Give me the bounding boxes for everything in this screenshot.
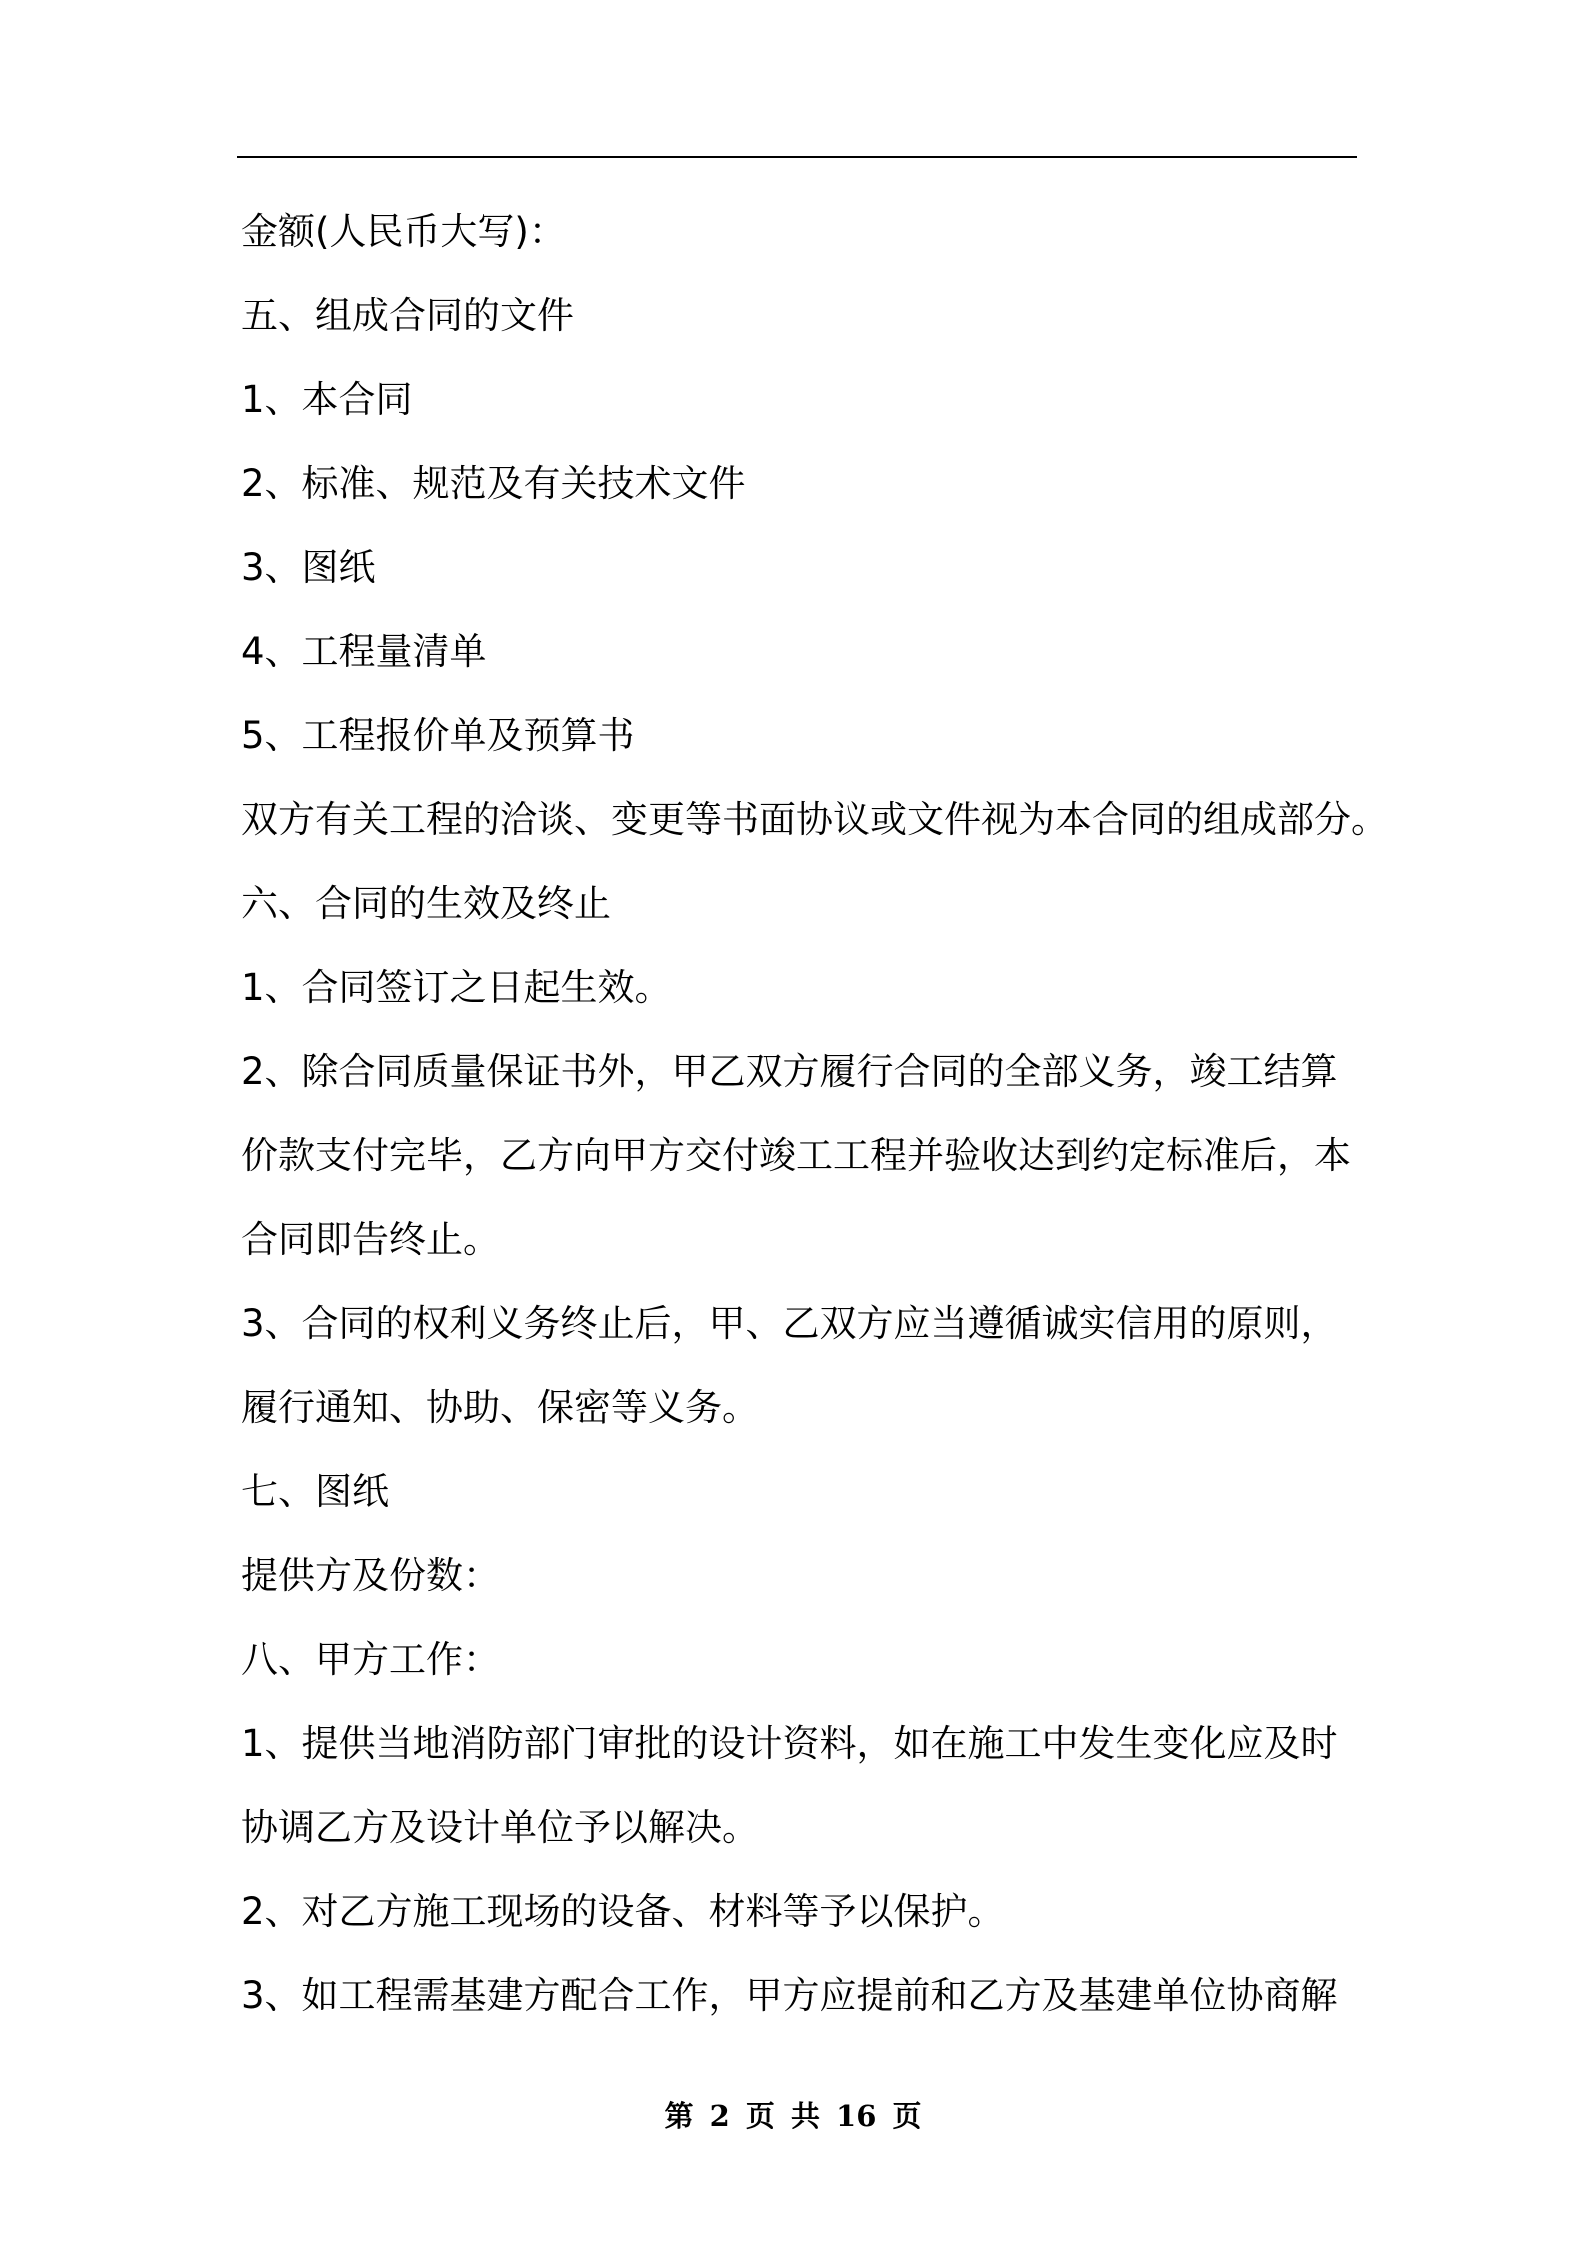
list-item: 1、提供当地消防部门审批的设计资料，如在施工中发生变化应及时 bbox=[241, 1722, 1338, 1765]
list-item: 5、工程报价单及预算书 bbox=[241, 714, 635, 757]
list-item: 1、本合同 bbox=[241, 378, 413, 421]
list-item: 3、如工程需基建方配合工作，甲方应提前和乙方及基建单位协商解 bbox=[241, 1974, 1338, 2017]
text-line: 金额(人民币大写)： bbox=[241, 210, 566, 253]
text-line: 协调乙方及设计单位予以解决。 bbox=[241, 1806, 759, 1849]
list-item: 3、图纸 bbox=[241, 546, 376, 589]
section-heading: 七、图纸 bbox=[241, 1470, 389, 1513]
header-rule bbox=[237, 156, 1357, 158]
text-line: 合同即告终止。 bbox=[241, 1218, 500, 1261]
list-item: 2、对乙方施工现场的设备、材料等予以保护。 bbox=[241, 1890, 1005, 1933]
list-item: 2、标准、规范及有关技术文件 bbox=[241, 462, 746, 505]
list-item: 4、工程量清单 bbox=[241, 630, 487, 673]
section-heading: 八、甲方工作： bbox=[241, 1638, 500, 1681]
list-item: 3、合同的权利义务终止后，甲、乙双方应当遵循诚实信用的原则， bbox=[241, 1302, 1338, 1345]
page-number-footer: 第 2 页 共 16 页 bbox=[664, 2099, 922, 2133]
section-heading: 五、组成合同的文件 bbox=[241, 294, 574, 337]
list-item: 2、除合同质量保证书外，甲乙双方履行合同的全部义务，竣工结算 bbox=[241, 1050, 1338, 1093]
list-item: 1、合同签订之日起生效。 bbox=[241, 966, 672, 1009]
section-heading: 六、合同的生效及终止 bbox=[241, 882, 611, 925]
document-body bbox=[241, 190, 1391, 2038]
text-line: 双方有关工程的洽谈、变更等书面协议或文件视为本合同的组成部分。 bbox=[241, 798, 1388, 841]
text-line: 价款支付完毕，乙方向甲方交付竣工工程并验收达到约定标准后，本 bbox=[241, 1134, 1351, 1177]
text-line: 履行通知、协助、保密等义务。 bbox=[241, 1386, 759, 1429]
text-line: 提供方及份数： bbox=[241, 1554, 500, 1597]
